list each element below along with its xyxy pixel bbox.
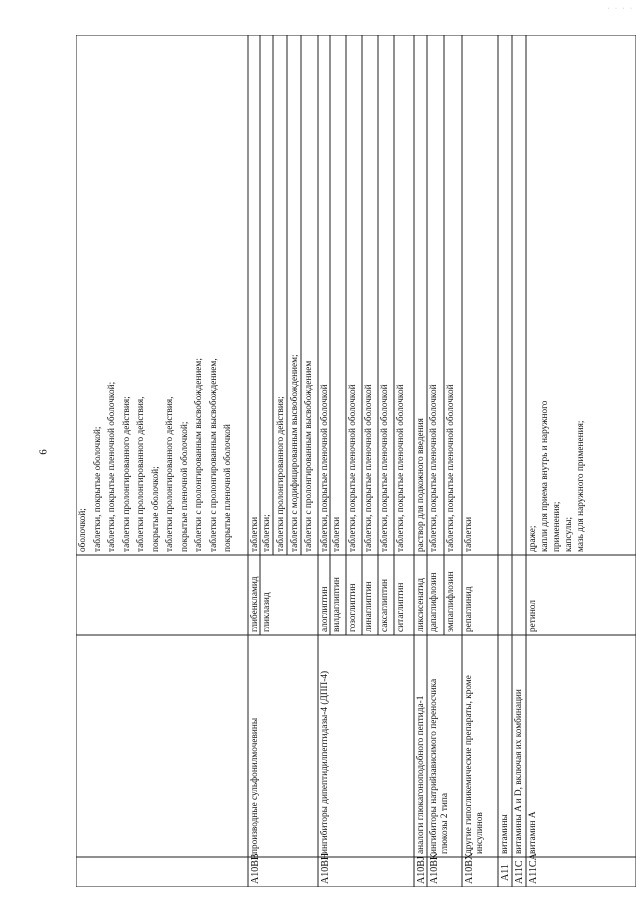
drug-name: эмпаглифлозин — [446, 571, 456, 632]
drug-name: вилдаглиптин — [332, 577, 342, 632]
dosage-form: покрытые пленочной оболочкой; — [179, 421, 190, 552]
group-name: ингибиторы дипептидилпептидазы-4 (ДПП-4) — [320, 670, 330, 854]
group-name: инсулинов — [475, 812, 485, 854]
dosage-form: таблетки, покрытые оболочкой; — [92, 426, 103, 552]
dosage-form: таблетки пролонгированного действия, — [165, 396, 175, 552]
atc-code: A11C — [514, 860, 525, 884]
group-name: производные сульфонилмочевины — [250, 717, 260, 854]
atc-code: A10BK — [429, 852, 440, 884]
drug-name: глибенкламид — [250, 576, 260, 632]
dosage-form: таблетки, покрытые пленочной оболочкой — [446, 384, 456, 552]
dosage-form: покрытые пленочной оболочкой — [223, 424, 233, 552]
drug-name: саксаглиптин — [380, 579, 390, 632]
atc-code: A10BX — [464, 852, 475, 884]
dosage-form: таблетки с пролонгированным высвобождением, — [208, 358, 219, 552]
dosage-form: таблетки, покрытые пленочной оболочкой — [380, 384, 390, 552]
drug-name: алоглиптин — [320, 586, 330, 632]
atc-code: A10BH — [320, 852, 331, 884]
group-name: витамины A и D, включая их комбинации — [514, 689, 524, 854]
atc-code: A10BB — [250, 853, 261, 884]
drug-name: ликсисенатид — [416, 578, 426, 632]
dosage-form: таблетки пролонгированного действия; — [121, 396, 132, 552]
dosage-form: таблетки с пролонгированным высвобождением — [304, 360, 314, 552]
dosage-form: мазь для наружного применения; — [576, 420, 586, 552]
drug-table-rotated — [76, 35, 636, 887]
dosage-form: таблетки — [332, 516, 342, 552]
drug-name: линаглиптин — [364, 581, 374, 632]
dosage-form: раствор для подкожного введения — [416, 418, 426, 552]
page-number: 6 — [37, 449, 50, 455]
drug-name: репаглинид — [464, 586, 474, 632]
drug-name: дапаглифлозин — [429, 572, 439, 632]
drug-name: ретинол — [528, 600, 538, 632]
dosage-form: таблетки — [464, 516, 474, 552]
dosage-form: таблетки, покрытые пленочной оболочкой — [348, 384, 358, 552]
scan-specks: · · · · — [607, 6, 634, 12]
group-name: другие гипогликемические препараты, кроме — [464, 675, 474, 854]
dosage-form: оболочкой; — [78, 508, 88, 552]
atc-code: A11CA — [528, 853, 539, 884]
drug-name: гликлазид — [262, 592, 272, 632]
group-name: ингибиторы натрийзависимого переносчика — [429, 678, 439, 854]
group-name: глюкозы 2 типа — [440, 793, 450, 854]
dosage-form: таблетки, покрытые пленочной оболочкой; — [107, 381, 117, 552]
group-name: витамин А — [528, 811, 538, 854]
drug-name: гозоглиптин — [348, 583, 358, 632]
dosage-form: таблетки с пролонгированным высвобождением; — [194, 358, 204, 552]
dosage-form: таблетки — [250, 516, 260, 552]
group-name: аналоги глюкагоноподобного пептида-1 — [416, 695, 426, 854]
dosage-form: таблетки, покрытые пленочной оболочкой — [429, 384, 439, 552]
dosage-form: применения; — [552, 501, 562, 552]
dosage-form: таблетки, покрытые пленочной оболочкой — [396, 384, 406, 552]
dosage-form: капли для приема внутрь и наружного — [540, 400, 550, 552]
dosage-form: драже; — [528, 525, 538, 552]
group-name: витамины — [500, 814, 510, 854]
dosage-form: таблетки пролонгированного действия, — [136, 396, 146, 552]
atc-code: A10BJ — [416, 856, 427, 884]
dosage-form: таблетки пролонгированного действия; — [276, 396, 286, 552]
dosage-form: капсулы; — [564, 516, 574, 552]
dosage-form: таблетки; — [262, 514, 272, 552]
dosage-form: таблетки, покрытые пленочной оболочкой — [320, 384, 330, 552]
dosage-form: покрытые оболочкой; — [150, 466, 161, 552]
dosage-form: таблетки с модифицированным высвобождением; — [290, 354, 300, 552]
drug-name: ситаглиптин — [396, 582, 406, 632]
atc-code: A11 — [500, 864, 511, 881]
dosage-form: таблетки, покрытые пленочной оболочкой — [364, 384, 374, 552]
